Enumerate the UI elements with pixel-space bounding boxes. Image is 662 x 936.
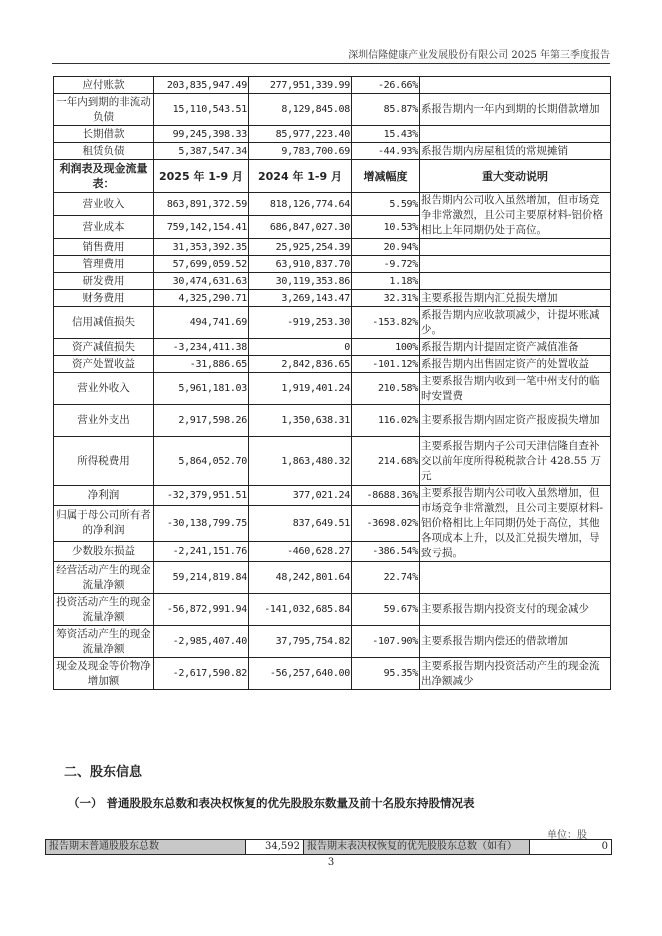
value-2024: 1,919,401.24 — [249, 373, 352, 405]
value-2024: 3,269,143.47 — [249, 290, 352, 307]
change-percent: 15.43% — [352, 126, 420, 143]
value-2024: 9,783,700.69 — [249, 143, 352, 160]
change-note — [420, 273, 611, 290]
change-note — [420, 239, 611, 256]
value-2025: -2,241,151.76 — [154, 542, 249, 562]
change-note: 主要系报告期内投资活动产生的现金流出净额减少 — [420, 658, 611, 690]
change-note: 系报告期内计提固定资产减值准备 — [420, 339, 611, 356]
change-note: 主要系报告期内偿还的借款增加 — [420, 626, 611, 658]
table-row — [54, 339, 611, 356]
value-2025: 5,864,052.70 — [154, 437, 249, 486]
row-label: 所得税费用 — [54, 437, 154, 486]
shareholder-summary-table — [45, 839, 612, 855]
value-2025: -31,886.65 — [154, 356, 249, 373]
value-2025: 4,325,290.71 — [154, 290, 249, 307]
column-header-note: 重大变动说明 — [420, 160, 611, 193]
value-2024: 30,119,353.86 — [249, 273, 352, 290]
value-2024: -919,253.30 — [249, 307, 352, 339]
change-note: 系报告期内一年内到期的长期借款增加 — [420, 94, 611, 126]
table-row — [54, 273, 611, 290]
value-2025: -30,138,799.75 — [154, 505, 249, 542]
value-2024: 377,021.24 — [249, 486, 352, 506]
section-title: 二、股东信息 — [64, 765, 143, 780]
value-2025: 2,917,598.26 — [154, 405, 249, 437]
table-row — [46, 840, 612, 855]
value-2025: -56,872,991.94 — [154, 594, 249, 626]
value-2024: 818,126,774.64 — [249, 193, 352, 216]
change-percent: -9.72% — [352, 256, 420, 273]
change-percent: 214.68% — [352, 437, 420, 486]
row-label: 归属于母公司所有者的净利润 — [54, 505, 154, 542]
row-label: 筹资活动产生的现金流量净额 — [54, 626, 154, 658]
value-2025: -2,985,407.40 — [154, 626, 249, 658]
row-label: 财务费用 — [54, 290, 154, 307]
value-2025: 30,474,631.63 — [154, 273, 249, 290]
value-2025: 15,110,543.51 — [154, 94, 249, 126]
column-header-change: 增减幅度 — [352, 160, 420, 193]
value-2024: 25,925,254.39 — [249, 239, 352, 256]
value-2024: 0 — [249, 339, 352, 356]
change-percent: -107.90% — [352, 626, 420, 658]
change-note — [420, 562, 611, 594]
table-row — [54, 239, 611, 256]
change-percent: 32.31% — [352, 290, 420, 307]
change-percent: -44.93% — [352, 143, 420, 160]
value-2024: 837,649.51 — [249, 505, 352, 542]
value-2025: 494,741.69 — [154, 307, 249, 339]
row-label: 资产处置收益 — [54, 356, 154, 373]
value-2024: 37,795,754.82 — [249, 626, 352, 658]
change-percent: 95.35% — [352, 658, 420, 690]
preferred-shareholders-label: 报告期末表决权恢复的优先股股东总数（如有） — [304, 840, 530, 855]
change-percent: -8688.36% — [352, 486, 420, 506]
row-label: 管理费用 — [54, 256, 154, 273]
change-percent: 116.02% — [352, 405, 420, 437]
change-note: 主要系报告期内公司收入虽然增加，但市场竞争非常激烈，且公司主要原材料-铝价格相比上年同期仍处于高位，其他各项成本上升，以及汇兑损失增加，导致亏损。 — [420, 486, 611, 562]
row-label: 营业外支出 — [54, 405, 154, 437]
row-label: 研发费用 — [54, 273, 154, 290]
row-label: 租赁负债 — [54, 143, 154, 160]
change-note — [420, 126, 611, 143]
change-percent: 20.94% — [352, 239, 420, 256]
value-2024: -56,257,640.00 — [249, 658, 352, 690]
change-percent: 10.53% — [352, 216, 420, 239]
value-2024: 1,350,638.31 — [249, 405, 352, 437]
table-row — [54, 307, 611, 339]
table-row — [54, 562, 611, 594]
table-row — [54, 126, 611, 143]
value-2024: -460,628.27 — [249, 542, 352, 562]
change-percent: 85.87% — [352, 94, 420, 126]
change-note — [420, 77, 611, 94]
change-note: 系报告期内房屋租赁的常规摊销 — [420, 143, 611, 160]
change-percent: 100% — [352, 339, 420, 356]
column-header-y2025: 2025 年 1-9 月 — [154, 160, 249, 193]
change-percent: 5.59% — [352, 193, 420, 216]
value-2025: 31,353,392.35 — [154, 239, 249, 256]
column-header-label: 利润表及现金流量表： — [54, 160, 154, 193]
value-2024: 277,951,339.99 — [249, 77, 352, 94]
table-header-row — [54, 160, 611, 193]
value-2025: 5,387,547.34 — [154, 143, 249, 160]
value-2024: 48,242,801.64 — [249, 562, 352, 594]
row-label: 应付账款 — [54, 77, 154, 94]
value-2025: 99,245,398.33 — [154, 126, 249, 143]
change-note: 主要系报告期内汇兑损失增加 — [420, 290, 611, 307]
value-2025: 57,699,059.52 — [154, 256, 249, 273]
change-percent: 22.74% — [352, 562, 420, 594]
table-row — [54, 658, 611, 690]
row-label: 信用减值损失 — [54, 307, 154, 339]
subsection-title: （一） 普通股股东总数和表决权恢复的优先股股东数量及前十名股东持股情况表 — [68, 796, 475, 810]
row-label: 一年内到期的非流动负债 — [54, 94, 154, 126]
change-percent: -101.12% — [352, 356, 420, 373]
table-row — [54, 94, 611, 126]
value-2024: 8,129,845.08 — [249, 94, 352, 126]
value-2025: 59,214,819.84 — [154, 562, 249, 594]
value-2024: 63,910,837.70 — [249, 256, 352, 273]
column-header-y2024: 2024 年 1-9 月 — [249, 160, 352, 193]
row-label: 少数股东损益 — [54, 542, 154, 562]
change-percent: -3698.02% — [352, 505, 420, 542]
value-2025: -2,617,590.82 — [154, 658, 249, 690]
table-row — [54, 437, 611, 486]
page-header: 深圳信隆健康产业发展股份有限公司 2025 年第三季度报告 — [348, 50, 610, 61]
change-note: 系报告期内出售固定资产的处置收益 — [420, 356, 611, 373]
row-label: 投资活动产生的现金流量净额 — [54, 594, 154, 626]
change-percent: -26.66% — [352, 77, 420, 94]
row-label: 现金及现金等价物净增加额 — [54, 658, 154, 690]
row-label: 营业收入 — [54, 193, 154, 216]
value-2024: -141,032,685.84 — [249, 594, 352, 626]
value-2025: -32,379,951.51 — [154, 486, 249, 506]
financial-changes-table — [53, 76, 611, 690]
change-note: 系报告期内应收款项减少，计提坏账减少。 — [420, 307, 611, 339]
table-row — [54, 405, 611, 437]
row-label: 营业外收入 — [54, 373, 154, 405]
change-percent: 59.67% — [352, 594, 420, 626]
table-row — [54, 594, 611, 626]
row-label: 经营活动产生的现金流量净额 — [54, 562, 154, 594]
change-note: 主要系报告期内投资支付的现金减少 — [420, 594, 611, 626]
row-label: 营业成本 — [54, 216, 154, 239]
value-2025: 5,961,181.03 — [154, 373, 249, 405]
change-note: 主要系报告期内收到一笔中州支付的临时安置费 — [420, 373, 611, 405]
table-row — [54, 290, 611, 307]
change-percent: -386.54% — [352, 542, 420, 562]
change-note: 报告期内公司收入虽然增加，但市场竞争非常激烈，且公司主要原材料-铝价格相比上年同期仍处于高位。 — [420, 193, 611, 239]
row-label: 销售费用 — [54, 239, 154, 256]
row-label: 资产减值损失 — [54, 339, 154, 356]
value-2024: 85,977,223.40 — [249, 126, 352, 143]
value-2025: 863,891,372.59 — [154, 193, 249, 216]
value-2024: 1,863,480.32 — [249, 437, 352, 486]
value-2024: 686,847,027.30 — [249, 216, 352, 239]
row-label: 长期借款 — [54, 126, 154, 143]
table-row — [54, 193, 611, 216]
table-row — [54, 356, 611, 373]
table-row — [54, 486, 611, 506]
common-shareholders-label: 报告期末普通股股东总数 — [46, 840, 246, 855]
table-row — [54, 373, 611, 405]
value-2024: 2,842,836.65 — [249, 356, 352, 373]
row-label: 净利润 — [54, 486, 154, 506]
table-row — [54, 626, 611, 658]
table-row — [54, 256, 611, 273]
change-percent: 210.58% — [352, 373, 420, 405]
unit-label: 单位：股 — [547, 830, 587, 841]
value-2025: 759,142,154.41 — [154, 216, 249, 239]
preferred-shareholders-value: 0 — [530, 840, 612, 855]
table-row — [54, 77, 611, 94]
header-divider — [52, 63, 610, 64]
change-note: 主要系报告期内固定资产报废损失增加 — [420, 405, 611, 437]
change-note — [420, 256, 611, 273]
value-2025: -3,234,411.38 — [154, 339, 249, 356]
page-number: 3 — [327, 857, 335, 868]
change-percent: -153.82% — [352, 307, 420, 339]
change-percent: 1.18% — [352, 273, 420, 290]
table-row — [54, 143, 611, 160]
common-shareholders-value: 34,592 — [246, 840, 304, 855]
value-2025: 203,835,947.49 — [154, 77, 249, 94]
change-note: 主要系报告期内子公司天津信隆自查补交以前年度所得税税款合计 428.55 万元 — [420, 437, 611, 486]
